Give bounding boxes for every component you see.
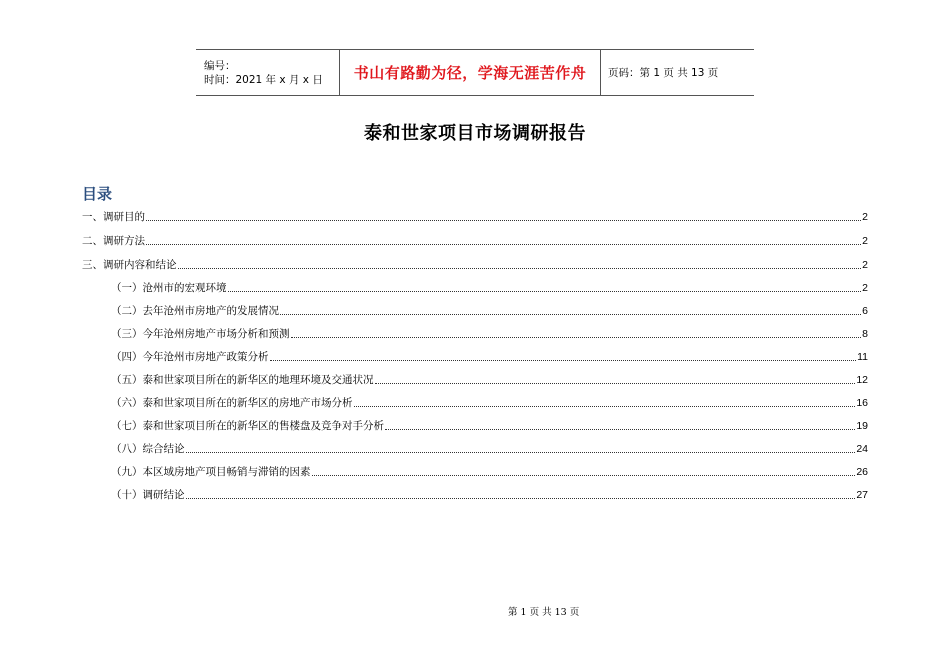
toc-leader-dots [280, 314, 861, 315]
toc-entry-page: 19 [856, 420, 868, 432]
toc-entry-page: 6 [862, 305, 868, 317]
header-table [196, 49, 754, 96]
toc-entry-page: 12 [856, 374, 868, 386]
toc-entry[interactable] [111, 464, 868, 480]
toc-leader-dots [312, 475, 856, 476]
toc-leader-dots [354, 406, 856, 407]
toc-leader-dots [178, 268, 862, 269]
toc-leader-dots [291, 337, 862, 338]
toc-entry-page: 26 [856, 466, 868, 478]
toc-entry-title: （六）泰和世家项目所在的新华区的房地产市场分析 [111, 397, 353, 409]
toc-entry-page: 11 [857, 351, 868, 363]
toc-entry-title: 三、调研内容和结论 [82, 259, 177, 271]
toc-entry-page: 24 [856, 443, 868, 455]
toc-entry-title: （三）今年沧州房地产市场分析和预测 [111, 328, 290, 340]
toc-entry[interactable] [111, 372, 868, 388]
toc-entry-title: 一、调研目的 [82, 211, 145, 223]
motto: 书山有路勤为径，学海无涯苦作舟 [353, 64, 587, 82]
toc-leader-dots [186, 498, 856, 499]
toc-entry-page: 16 [856, 397, 868, 409]
toc-leader-dots [385, 429, 855, 430]
page-info: 页码：第 1 页 共 13 页 [608, 67, 719, 79]
toc-entry[interactable] [82, 233, 868, 249]
toc-entry[interactable] [111, 349, 868, 365]
toc-leader-dots [375, 383, 856, 384]
toc-entry-page: 27 [856, 489, 868, 501]
toc-entry-page: 2 [862, 211, 868, 223]
toc-entry-title: （二）去年沧州市房地产的发展情况 [111, 305, 279, 317]
toc-leader-dots [146, 244, 861, 245]
toc-entry-page: 2 [862, 282, 868, 294]
toc-heading: 目录 [82, 185, 113, 203]
header-meta [196, 50, 339, 95]
toc-entry[interactable] [111, 441, 868, 457]
page-footer: 第 1 页 共 13 页 [508, 607, 580, 618]
toc-leader-dots [146, 220, 861, 221]
header-page-info [601, 50, 754, 95]
toc-entry[interactable] [111, 303, 868, 319]
toc-entry-title: （四）今年沧州市房地产政策分析 [111, 351, 269, 363]
toc-entry-page: 8 [862, 328, 868, 340]
toc-entry-title: （十）调研结论 [111, 489, 185, 501]
toc-entry[interactable] [82, 257, 868, 273]
toc-entry-page: 2 [862, 235, 868, 247]
toc-entry[interactable] [82, 209, 868, 225]
toc-entry-title: （五）泰和世家项目所在的新华区的地理环境及交通状况 [111, 374, 374, 386]
toc-entry[interactable] [111, 280, 868, 296]
toc-entry-title: （九）本区域房地产项目畅销与滞销的因素 [111, 466, 311, 478]
toc-entry[interactable] [111, 326, 868, 342]
toc-leader-dots [270, 360, 857, 361]
toc-leader-dots [228, 291, 862, 292]
number-label: 编号： [204, 59, 236, 72]
toc-entry-title: 二、调研方法 [82, 235, 145, 247]
toc-entry-title: （七）泰和世家项目所在的新华区的售楼盘及竞争对手分析 [111, 420, 384, 432]
header-motto-cell [339, 50, 601, 95]
toc-leader-dots [186, 452, 856, 453]
toc-entry[interactable] [111, 418, 868, 434]
document-title: 泰和世家项目市场调研报告 [364, 123, 586, 144]
toc-entry[interactable] [111, 487, 868, 503]
toc-entry-title: （八）综合结论 [111, 443, 185, 455]
toc-entry-page: 2 [862, 259, 868, 271]
toc-entry[interactable] [111, 395, 868, 411]
toc-entry-title: （一）沧州市的宏观环境 [111, 282, 227, 294]
time-label: 时间：2021 年 x 月 x 日 [204, 73, 323, 86]
